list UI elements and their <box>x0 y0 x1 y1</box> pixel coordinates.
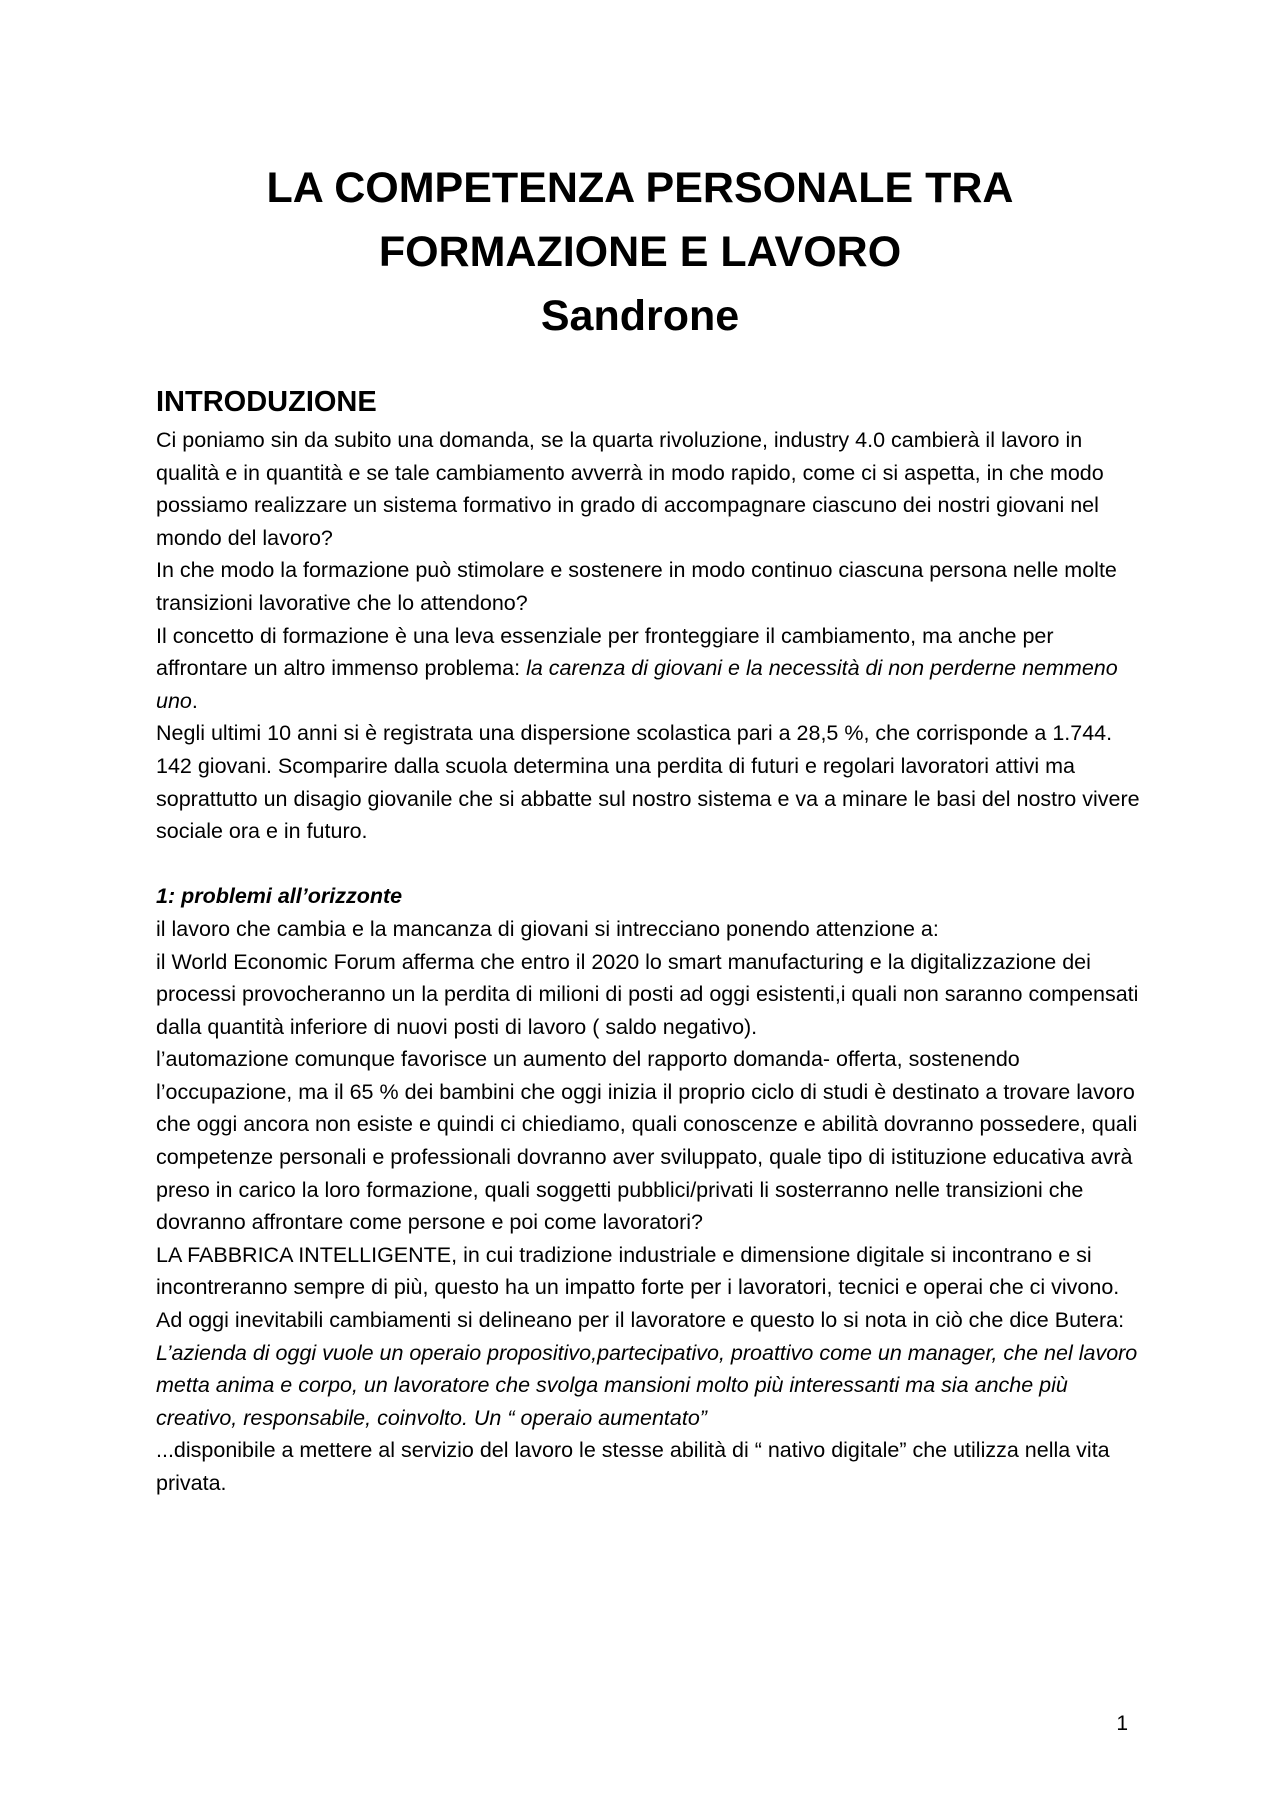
intro-paragraph-2: In che modo la formazione può stimolare e sostenere in modo continuo ciascuna persona nelle molte transizioni lavorative che lo attendono? <box>156 558 1117 615</box>
section-1-paragraph-4: LA FABBRICA INTELLIGENTE, in cui tradizione industriale e dimensione digitale si incontrano e si incontreranno sempre di più, questo ha un impatto forte per i lavoratori, tecnici e operai che ci vivono. <box>156 1242 1120 1300</box>
title-line-2: FORMAZIONE E LAVORO <box>378 228 902 276</box>
butera-quote: L’azienda di oggi vuole un operaio propositivo,partecipativo, proattivo come un manager, che nel lavoro metta anima e corpo, un lavoratore che svolga mansioni molto più interessanti ma sia anche più creativo, responsabile, coinvolto. Un “ operaio aumentato” <box>156 1340 1138 1430</box>
intro-paragraph-3-italic: la carenza di giovani e la necessità di non perderne nemmeno uno <box>156 656 1118 713</box>
document-body <box>156 382 1146 1500</box>
section-1-heading: 1: problemi all’orizzonte <box>156 884 403 909</box>
section-1-paragraph-3: l’automazione comunque favorisce un aumento del rapporto domanda- offerta, sostenendo l’occupazione, ma il 65 % dei bambini che oggi inizia il proprio ciclo di studi è destinato a trovare lavoro che oggi ancora non esiste e quindi ci chiediamo, quali conoscenze e abilità dovranno possedere, quali competenze personali e professionali dovranno aver sviluppato, quale tipo di istituzione educativa avrà preso in carico la loro formazione, quali soggetti pubblici/privati li sosterranno nelle transizioni che dovranno affrontare come persone e poi come lavoratori? <box>156 1047 1138 1235</box>
intro-paragraph-4: Negli ultimi 10 anni si è registrata una dispersione scolastica pari a 28,5 %, che corrisponde a 1.744. 142 giovani. Scomparire dalla scuola determina una perdita di futuri e regolari lavoratori attivi ma soprattutto un disagio giovanile che si abbatte sul nostro sistema e va a minare le basi del nostro vivere sociale ora e in futuro. <box>156 721 1140 844</box>
page-number: 1 <box>1116 1712 1128 1735</box>
intro-paragraph-3-text: Il concetto di formazione è una leva essenziale per fronteggiare il cambiamento, ma anche per affrontare un altro immenso problema: <box>156 623 1054 681</box>
author-name: Sandrone <box>540 292 740 340</box>
paragraph-gap <box>156 848 1146 881</box>
section-1-paragraph-5: Ad oggi inevitabili cambiamenti si delineano per il lavoratore e questo lo si nota in ciò che dice Butera: <box>156 1308 1125 1333</box>
intro-paragraph-1: Ci poniamo sin da subito una domanda, se la quarta rivoluzione, industry 4.0 cambierà il lavoro in qualità e in quantità e se tale cambiamento avverrà in modo rapido, come ci si aspetta, in che modo possiamo realizzare un sistema formativo in grado di accompagnare ciascuno dei nostri giovani nel mondo del lavoro? <box>156 428 1104 550</box>
butera-quote-continuation: ...disponibile a mettere al servizio del lavoro le stesse abilità di “ nativo digitale” che utilizza nella vita privata. <box>156 1438 1110 1495</box>
section-1-paragraph-1: il lavoro che cambia e la mancanza di giovani si intrecciano ponendo attenzione a: <box>156 916 939 941</box>
intro-heading: INTRODUZIONE <box>156 386 377 418</box>
intro-paragraph-3 <box>156 620 1146 718</box>
section-1-paragraph-2: il World Economic Forum afferma che entro il 2020 lo smart manufacturing e la digitalizzazione dei processi provocheranno un la perdita di milioni di posti ad oggi esistenti,i quali non saranno compensati dalla quantità inferiore di nuovi posti di lavoro ( saldo negativo). <box>156 949 1139 1039</box>
document-title <box>0 156 1280 348</box>
intro-paragraph-3-end: . <box>191 688 198 713</box>
title-line-1: LA COMPETENZA PERSONALE TRA <box>266 164 1014 212</box>
